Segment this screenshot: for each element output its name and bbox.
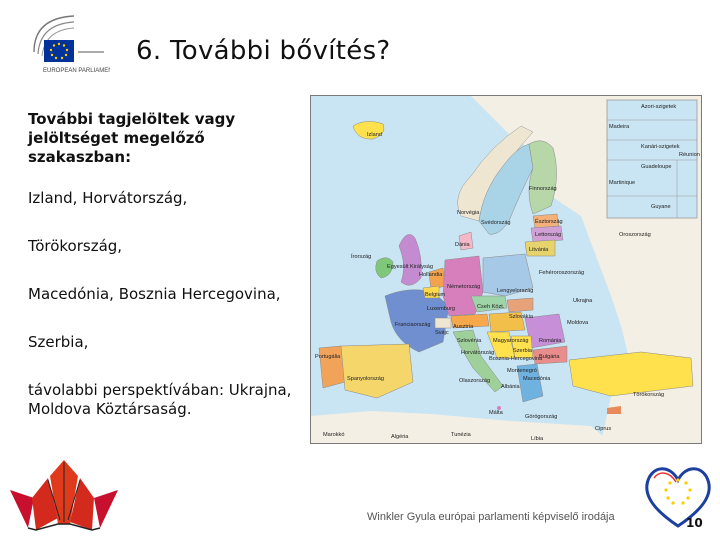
map-label-spain: Spanyolország (347, 376, 385, 382)
map-label-martinique: Martinique (609, 180, 636, 186)
map-label-algeria: Algéria (391, 434, 409, 440)
map-label-belarus: Fehéroroszország (539, 270, 585, 276)
map-label-latvia: Lettország (535, 232, 562, 238)
map-label-madeira: Madeira (609, 124, 630, 130)
bullet-macedonia-bih: Macedónia, Bosznia Hercegovina, (28, 285, 281, 303)
map-label-bih: Bosznia-Hercegovina (489, 356, 543, 362)
bullet-intro: További tagjelöltek vagy jelöltséget megelőző szakaszban: (28, 110, 236, 166)
map-label-albania: Albánia (501, 384, 520, 390)
europe-map (310, 95, 702, 444)
map-label-tunisia: Tunézia (451, 432, 471, 438)
map-label-croatia: Horvátország (461, 350, 495, 356)
map-label-iceland: Izland (367, 132, 382, 138)
map-label-netherlands: Hollandia (419, 272, 443, 278)
map-label-cyprus: Ciprus (595, 426, 612, 432)
map-label-ukraine: Ukrajna (573, 298, 593, 304)
bullet-serbia: Szerbia, (28, 333, 89, 351)
slide-title: 6. További bővítés? (136, 36, 391, 66)
map-label-estonia: Észtország (535, 219, 563, 225)
party-logo (8, 458, 120, 534)
map-label-switzerland: Svájc (435, 330, 449, 336)
map-label-morocco: Marokkó (323, 432, 345, 438)
map-label-luxembourg: Luxemburg (427, 306, 455, 312)
bullet-ukraine-moldova: távolabbi perspektívában: Ukrajna, Moldova Köztársaság. (28, 381, 292, 418)
map-label-bulgaria: Bulgária (539, 354, 560, 360)
map-label-sweden: Svédország (481, 220, 511, 226)
map-label-lithuania: Litvánia (529, 247, 549, 253)
map-label-guadeloupe: Guadeloupe (641, 164, 672, 170)
map-label-greece: Görögország (525, 414, 558, 420)
map-label-poland: Lengyelország (497, 288, 534, 294)
bullet-iceland-croatia: Izland, Horvátország, (28, 189, 188, 207)
map-label-finland: Finnország (529, 186, 557, 192)
map-label-azores: Azori-szigetek (641, 104, 677, 110)
map-label-germany: Németország (447, 284, 481, 290)
map-label-malta: Málta (489, 410, 503, 416)
page-number: 10 (686, 516, 703, 530)
map-label-turkey: Törökország (633, 392, 665, 398)
bullet-list (28, 110, 298, 448)
map-label-russia: Oroszország (619, 232, 651, 238)
map-label-czech: Cseh Közt. (477, 304, 505, 310)
map-label-slovakia: Szlovákia (509, 314, 533, 320)
map-label-uk: Egyesült Királyság (387, 264, 434, 270)
logo-text: EUROPEAN PARLIAMENT (43, 68, 110, 74)
map-label-reunion: Réunion (679, 152, 700, 158)
map-label-slovenia: Szlovénia (457, 338, 482, 344)
map-label-serbia: Szerbia (513, 348, 532, 354)
map-label-libya: Líbia (531, 436, 544, 442)
map-label-norway: Norvégia (457, 210, 480, 216)
map-label-hungary: Magyarország (493, 338, 529, 344)
map-label-france: Franciaország (395, 322, 431, 328)
map-label-italy: Olaszország (459, 378, 491, 384)
map-label-denmark: Dánia (455, 242, 470, 248)
european-parliament-logo (30, 12, 110, 78)
map-label-portugal: Portugália (315, 354, 341, 360)
map-label-ireland: Írország (351, 254, 372, 260)
map-label-moldova: Moldova (567, 320, 589, 326)
map-label-montenegro: Montenegró (507, 368, 537, 374)
map-label-romania: Románia (539, 338, 562, 344)
footer-credit: Winkler Gyula európai parlamenti képviselő irodája (367, 511, 615, 523)
map-label-austria: Ausztria (453, 324, 474, 330)
eu-heart-logo (640, 462, 716, 532)
map-label-canary: Kanári-szigetek (641, 144, 680, 150)
map-label-belgium: Belgium (425, 292, 446, 298)
map-label-macedonia: Macedónia (523, 376, 551, 382)
bullet-turkey: Törökország, (28, 237, 123, 255)
map-label-guyane: Guyane (651, 204, 671, 210)
